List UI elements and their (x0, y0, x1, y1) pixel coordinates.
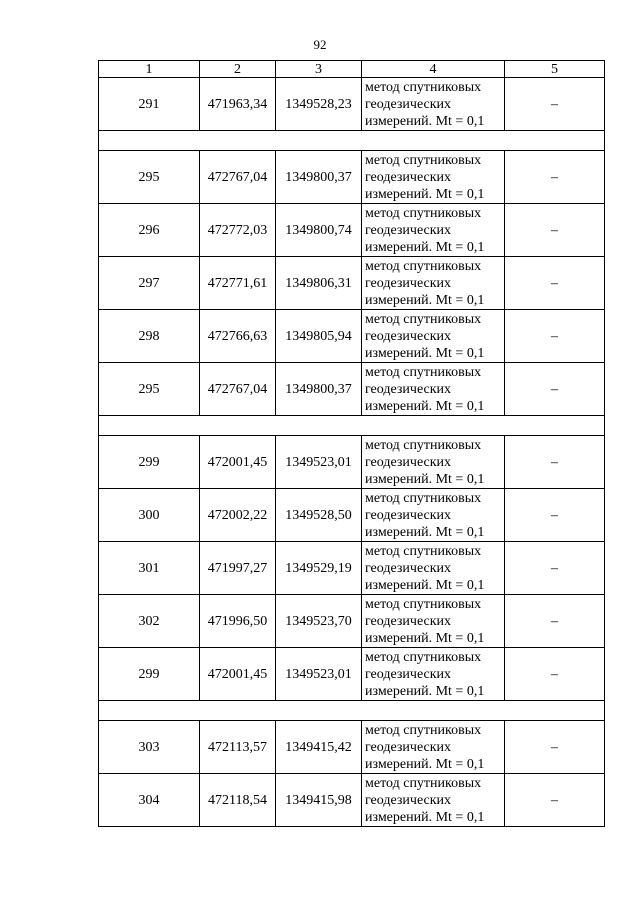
description-cell: – (505, 151, 605, 204)
method-cell (362, 151, 505, 204)
method-line: геодезических (365, 560, 452, 576)
method-cell (362, 489, 505, 542)
coordinates-table (98, 60, 605, 827)
table-row (99, 648, 605, 701)
point-number-cell: 299 (99, 436, 200, 489)
method-cell (362, 774, 505, 827)
point-number-cell: 301 (99, 542, 200, 595)
y-coordinate-cell: 1349523,01 (276, 648, 362, 701)
header-cell: 1 (99, 61, 200, 78)
description-cell: – (505, 78, 605, 131)
header-cell: 2 (200, 61, 276, 78)
method-line: метод спутниковых (365, 775, 482, 791)
method-line: измерений. Mt = 0,1 (365, 113, 485, 129)
description-cell: – (505, 595, 605, 648)
method-line: геодезических (365, 666, 452, 682)
method-line: геодезических (365, 328, 452, 344)
point-number-cell: 296 (99, 204, 200, 257)
table-row (99, 774, 605, 827)
method-cell (362, 595, 505, 648)
x-coordinate-cell: 471997,27 (200, 542, 276, 595)
coordinates-table-body (99, 61, 605, 827)
method-line: метод спутниковых (365, 152, 482, 168)
y-coordinate-cell: 1349800,37 (276, 151, 362, 204)
table-row (99, 542, 605, 595)
table-row (99, 257, 605, 310)
method-line: измерений. Mt = 0,1 (365, 239, 485, 255)
page-number: 92 (313, 37, 327, 52)
description-cell: – (505, 774, 605, 827)
method-cell (362, 436, 505, 489)
y-coordinate-cell: 1349415,42 (276, 721, 362, 774)
x-coordinate-cell: 472001,45 (200, 648, 276, 701)
method-line: метод спутниковых (365, 490, 482, 506)
table-row (99, 436, 605, 489)
description-cell: – (505, 257, 605, 310)
point-number-cell: 298 (99, 310, 200, 363)
point-number-cell: 295 (99, 363, 200, 416)
header-cell: 4 (362, 61, 505, 78)
table-separator-row (99, 701, 605, 721)
method-line: измерений. Mt = 0,1 (365, 683, 485, 699)
table-separator-row (99, 131, 605, 151)
point-number-cell: 304 (99, 774, 200, 827)
y-coordinate-cell: 1349523,70 (276, 595, 362, 648)
description-cell: – (505, 363, 605, 416)
x-coordinate-cell: 472767,04 (200, 363, 276, 416)
method-line: метод спутниковых (365, 543, 482, 559)
method-cell (362, 542, 505, 595)
method-line: измерений. Mt = 0,1 (365, 471, 485, 487)
point-number-cell: 303 (99, 721, 200, 774)
x-coordinate-cell: 472767,04 (200, 151, 276, 204)
method-line: геодезических (365, 222, 452, 238)
method-line: измерений. Mt = 0,1 (365, 809, 485, 825)
method-cell (362, 78, 505, 131)
x-coordinate-cell: 472772,03 (200, 204, 276, 257)
separator-cell (99, 416, 605, 436)
method-line: метод спутниковых (365, 649, 482, 665)
x-coordinate-cell: 472766,63 (200, 310, 276, 363)
x-coordinate-cell: 472771,61 (200, 257, 276, 310)
separator-cell (99, 701, 605, 721)
method-line: измерений. Mt = 0,1 (365, 186, 485, 202)
description-cell: – (505, 204, 605, 257)
method-line: метод спутниковых (365, 79, 482, 95)
y-coordinate-cell: 1349805,94 (276, 310, 362, 363)
table-header-row (99, 61, 605, 78)
method-line: геодезических (365, 739, 452, 755)
table-row (99, 78, 605, 131)
method-line: измерений. Mt = 0,1 (365, 524, 485, 540)
method-line: геодезических (365, 96, 452, 112)
y-coordinate-cell: 1349528,50 (276, 489, 362, 542)
point-number-cell: 291 (99, 78, 200, 131)
point-number-cell: 302 (99, 595, 200, 648)
table-row (99, 363, 605, 416)
point-number-cell: 297 (99, 257, 200, 310)
description-cell: – (505, 542, 605, 595)
table-row (99, 721, 605, 774)
method-line: геодезических (365, 792, 452, 808)
method-line: геодезических (365, 613, 452, 629)
header-cell: 3 (276, 61, 362, 78)
description-cell: – (505, 436, 605, 489)
header-cell: 5 (505, 61, 605, 78)
point-number-cell: 300 (99, 489, 200, 542)
description-cell: – (505, 721, 605, 774)
x-coordinate-cell: 471996,50 (200, 595, 276, 648)
method-cell (362, 363, 505, 416)
method-line: метод спутниковых (365, 722, 482, 738)
method-line: геодезических (365, 275, 452, 291)
x-coordinate-cell: 472001,45 (200, 436, 276, 489)
separator-cell (99, 131, 605, 151)
method-line: измерений. Mt = 0,1 (365, 577, 485, 593)
method-line: геодезических (365, 169, 452, 185)
x-coordinate-cell: 472002,22 (200, 489, 276, 542)
y-coordinate-cell: 1349529,19 (276, 542, 362, 595)
method-cell (362, 257, 505, 310)
method-line: метод спутниковых (365, 437, 482, 453)
y-coordinate-cell: 1349415,98 (276, 774, 362, 827)
table-row (99, 151, 605, 204)
method-line: геодезических (365, 381, 452, 397)
method-line: метод спутниковых (365, 364, 482, 380)
x-coordinate-cell: 471963,34 (200, 78, 276, 131)
y-coordinate-cell: 1349806,31 (276, 257, 362, 310)
description-cell: – (505, 489, 605, 542)
method-cell (362, 721, 505, 774)
y-coordinate-cell: 1349523,01 (276, 436, 362, 489)
method-cell (362, 310, 505, 363)
method-line: метод спутниковых (365, 596, 482, 612)
method-line: геодезических (365, 507, 452, 523)
table-row (99, 489, 605, 542)
method-line: метод спутниковых (365, 205, 482, 221)
method-cell (362, 648, 505, 701)
table-row (99, 595, 605, 648)
x-coordinate-cell: 472118,54 (200, 774, 276, 827)
y-coordinate-cell: 1349528,23 (276, 78, 362, 131)
method-line: измерений. Mt = 0,1 (365, 345, 485, 361)
table-separator-row (99, 416, 605, 436)
x-coordinate-cell: 472113,57 (200, 721, 276, 774)
point-number-cell: 295 (99, 151, 200, 204)
method-line: измерений. Mt = 0,1 (365, 292, 485, 308)
y-coordinate-cell: 1349800,37 (276, 363, 362, 416)
method-line: измерений. Mt = 0,1 (365, 398, 485, 414)
method-line: измерений. Mt = 0,1 (365, 756, 485, 772)
method-line: метод спутниковых (365, 258, 482, 274)
table-row (99, 204, 605, 257)
table-row (99, 310, 605, 363)
method-cell (362, 204, 505, 257)
y-coordinate-cell: 1349800,74 (276, 204, 362, 257)
point-number-cell: 299 (99, 648, 200, 701)
method-line: измерений. Mt = 0,1 (365, 630, 485, 646)
description-cell: – (505, 310, 605, 363)
description-cell: – (505, 648, 605, 701)
method-line: метод спутниковых (365, 311, 482, 327)
method-line: геодезических (365, 454, 452, 470)
